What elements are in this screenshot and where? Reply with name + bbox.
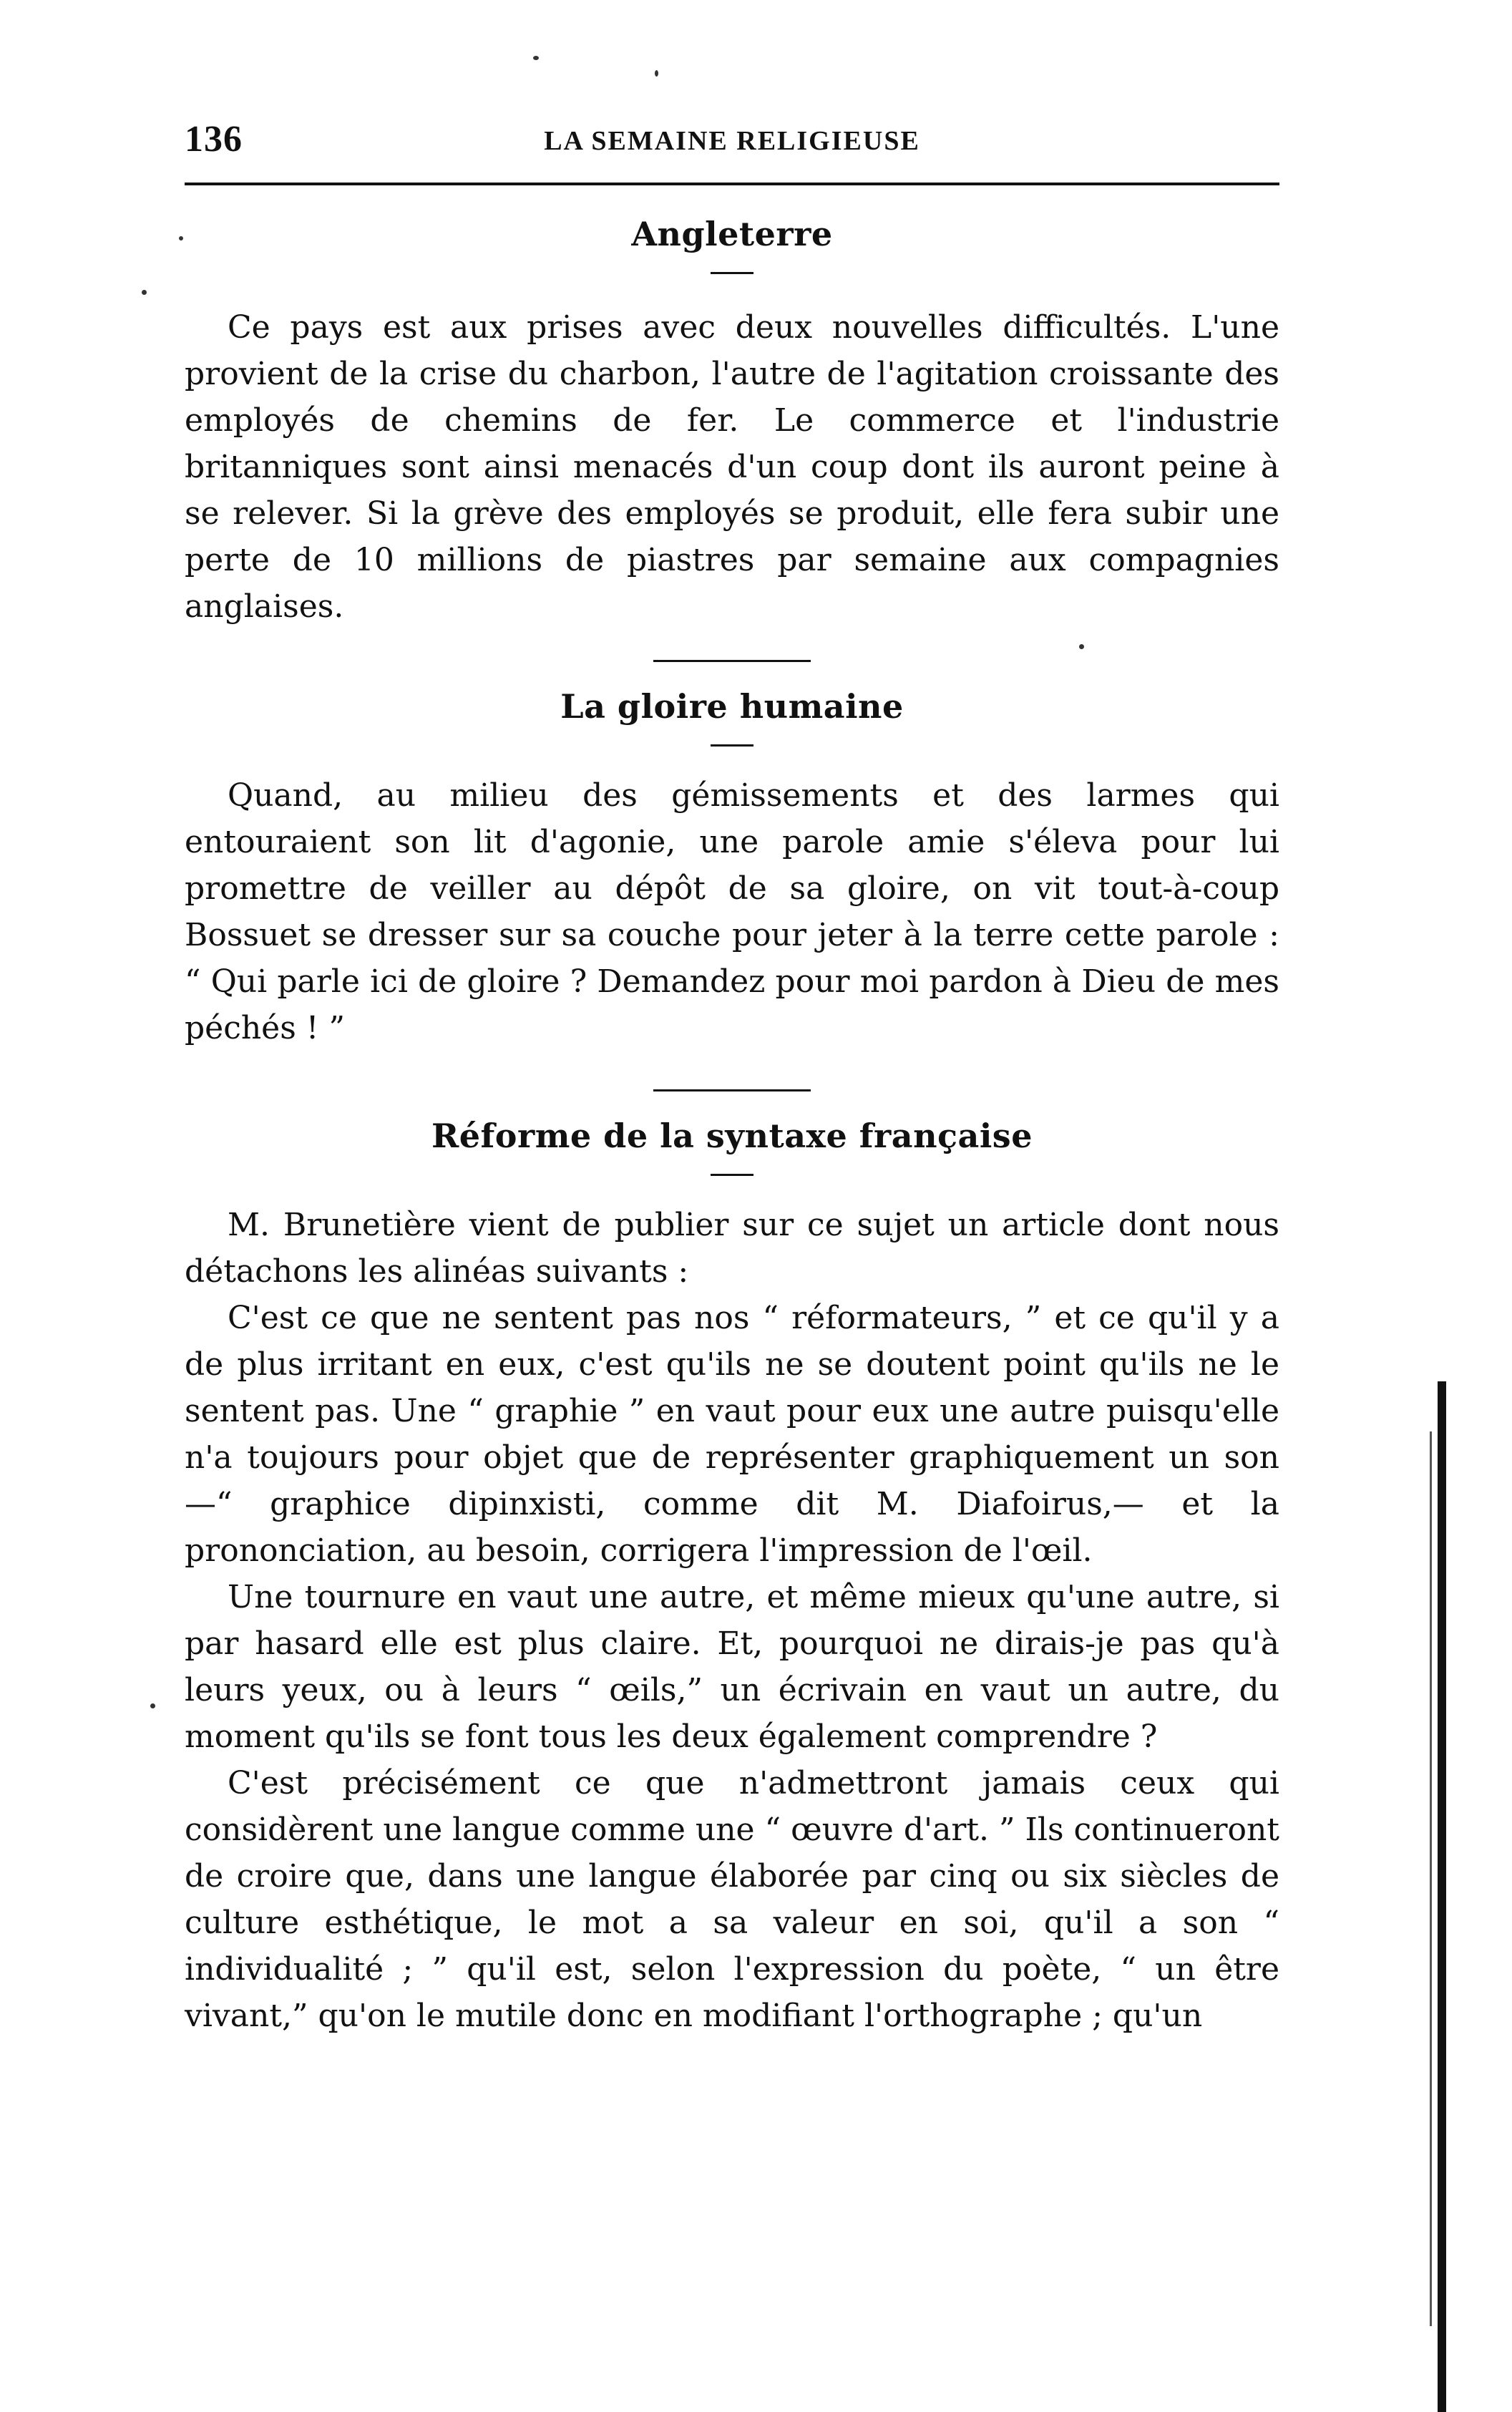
binding-edge [1438,1381,1446,2412]
header-rule [185,183,1279,185]
title-dash [711,1174,753,1176]
paragraph: Ce pays est aux prises avec deux nouvelles difficultés. L'une provient de la crise du charbon, l'autre de l'agitation croissante des employés de chemins de fer. Le commerce et l'industrie britanniques sont ainsi menacés d'un coup dont ils auront peine à se relever. Si la grève des employés se produit, elle fera subir une perte de 10 millions de piastres par semaine aux compagnies anglaises. [185,309,1279,625]
section-angleterre [185,215,1279,630]
section-separator [185,660,1279,662]
title-dash [711,272,753,274]
section-title: La gloire humaine [560,687,904,726]
page-number: 136 [185,119,243,160]
paragraph: C'est ce que ne sentent pas nos “ réformateurs, ” et ce qu'il y a de plus irritant en eux, c'est qu'ils ne se doutent point qu'ils ne le sentent pas. Une “ graphie ” en vaut pour eux une autre puisqu'elle n'a toujours pour objet que de représenter graphiquement un son—“ graphice dipinxisti, comme dit M. Diafoirus,— et la prononciation, au besoin, corrigera l'impression de l'œil. [185,1300,1279,1569]
scan-speck [1079,644,1084,649]
section-reforme-syntaxe [185,1117,1279,2039]
paragraph: C'est précisément ce que n'admettront jamais ceux qui considèrent une langue comme une “ œuvre d'art. ” Ils continueront de croire que, dans une langue élaborée par cinq ou six siècles de culture esthétique, le mot a sa valeur en soi, qu'il a son “ individualité ; ” qu'il est, selon l'expression du poète, “ un être vivant,” qu'on le mutile donc en modifiant l'orthographe ; qu'un [185,1765,1279,2034]
scan-speck [150,1703,155,1708]
running-header [185,118,1279,161]
scan-speck [533,56,539,60]
scan-speck [142,290,147,295]
journal-title: LA SEMAINE RELIGIEUSE [544,126,920,156]
scan-speck [179,236,183,240]
section-title: Angleterre [631,215,833,253]
binding-edge-shadow [1430,1431,1432,2326]
section-title: Réforme de la syntaxe française [431,1117,1033,1155]
title-dash [711,744,753,747]
scan-speck [655,70,658,77]
paragraph: Quand, au milieu des gémissements et des larmes qui entouraient son lit d'agonie, une parole amie s'éleva pour lui promettre de veiller au dépôt de sa gloire, on vit tout-à-coup Bossuet se dresser sur sa couche pour jeter à la terre cette parole : “ Qui parle ici de gloire ? Demandez pour moi pardon à Dieu de mes péchés ! ” [185,777,1279,1046]
paragraph: Une tournure en vaut une autre, et même mieux qu'une autre, si par hasard elle est plus claire. Et, pourquoi ne dirais-je pas qu'à leurs yeux, ou à leurs “ œils,” un écrivain en vaut un autre, du moment qu'ils se font tous les deux également comprendre ? [185,1579,1279,1755]
paragraph: M. Brunetière vient de publier sur ce sujet un article dont nous détachons les alinéas suivants : [185,1207,1279,1290]
section-la-gloire-humaine [185,687,1279,1051]
section-separator [185,1089,1279,1091]
separator-rule [653,660,811,662]
separator-rule [653,1089,811,1091]
